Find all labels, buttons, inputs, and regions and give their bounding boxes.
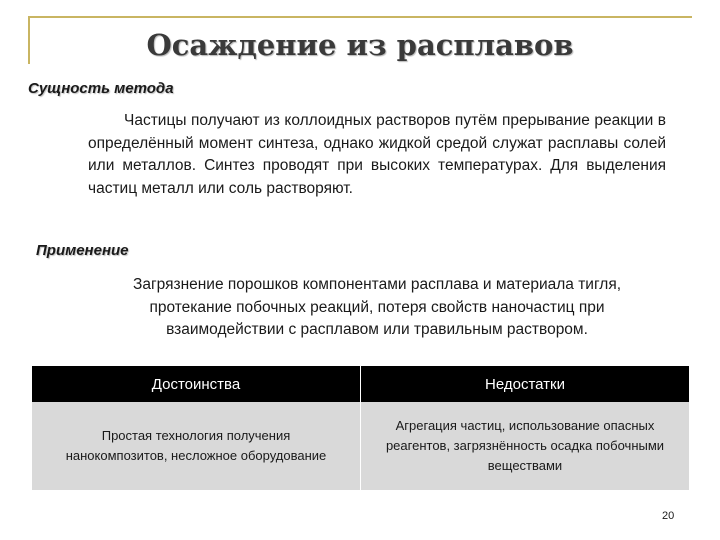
comparison-table: [32, 366, 689, 490]
disadvantages-cell: Агрегация частиц, использование опасных реагентов, загрязнённость осадка побочными веществами: [361, 402, 690, 490]
essence-text: Частицы получают из коллоидных растворов путём прерывание реакции в определённый момент синтеза, однако жидкой средой служат расплавы солей или металлов. Синтез проводят при высоких температурах. Для выделения частиц металл или соль растворяют.: [88, 112, 666, 197]
disadvantages-header: Недостатки: [361, 366, 690, 402]
title-frame-horizontal-line: [28, 16, 692, 18]
table-row: [32, 402, 689, 490]
application-heading: Применение: [36, 242, 129, 259]
page-number: 20: [662, 510, 675, 522]
essence-heading: Сущность метода: [28, 80, 174, 97]
slide-title: Осаждение из расплавов: [146, 28, 574, 62]
table-header-row: [32, 366, 689, 402]
advantages-cell: Простая технология получения нанокомпозитов, несложное оборудование: [32, 402, 361, 490]
application-text: Загрязнение порошков компонентами расплава и материала тигля, протекание побочных реакций, потеря свойств наночастиц при взаимодействии с расплавом или травильным раствором.: [132, 276, 622, 339]
advantages-header: Достоинства: [32, 366, 361, 402]
